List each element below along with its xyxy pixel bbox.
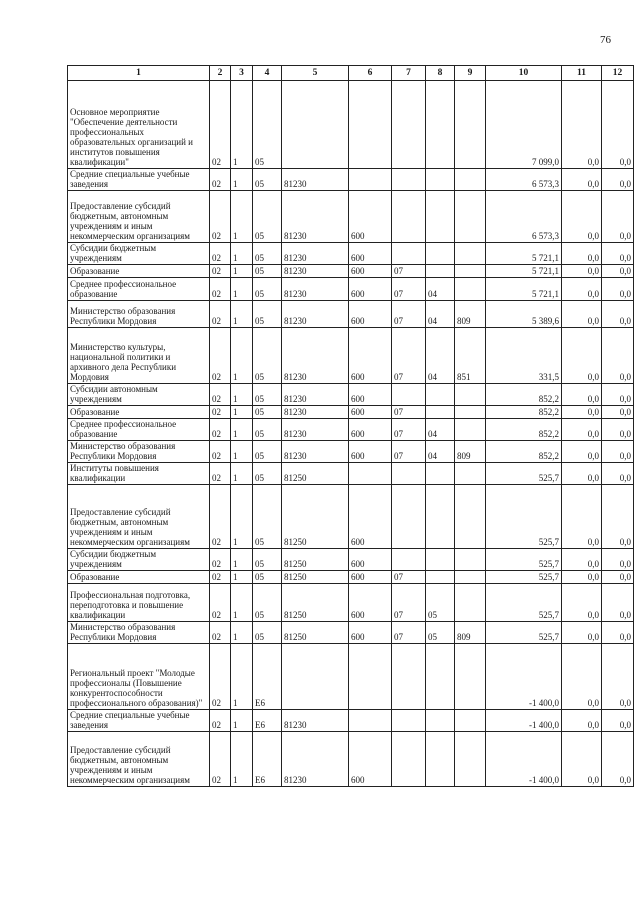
row-value-cell: 1 <box>231 549 253 571</box>
row-value-cell: 0,0 <box>602 644 634 710</box>
row-name-cell: Основное мероприятие "Обеспечение деятельности профессиональных образовательных организаций и институтов повышения квалификации" <box>68 81 210 169</box>
row-value-cell: 81230 <box>282 265 349 278</box>
row-value-cell: 81230 <box>282 710 349 732</box>
row-value-cell <box>392 243 426 265</box>
row-value-cell <box>426 644 455 710</box>
row-value-cell: 600 <box>349 301 392 328</box>
row-value-cell <box>455 384 486 406</box>
row-value-cell: 525,7 <box>486 549 562 571</box>
row-value-cell: 81230 <box>282 191 349 243</box>
table-row <box>68 419 634 441</box>
row-value-cell: 05 <box>253 549 282 571</box>
row-name-cell: Министерство образования Республики Мордовия <box>68 301 210 328</box>
row-name-cell: Средние специальные учебные заведения <box>68 710 210 732</box>
row-name-cell: Предоставление субсидий бюджетным, автономным учреждениям и иным некоммерческим организациям <box>68 732 210 787</box>
row-value-cell: 0,0 <box>602 485 634 549</box>
row-value-cell: -1 400,0 <box>486 732 562 787</box>
row-value-cell: 600 <box>349 571 392 584</box>
table-row <box>68 301 634 328</box>
row-value-cell: 600 <box>349 406 392 419</box>
row-value-cell: 05 <box>253 419 282 441</box>
row-value-cell: 0,0 <box>562 328 602 384</box>
row-value-cell <box>455 485 486 549</box>
row-value-cell: 5 721,1 <box>486 265 562 278</box>
row-value-cell: 81230 <box>282 278 349 301</box>
row-value-cell <box>392 384 426 406</box>
row-value-cell: 05 <box>253 384 282 406</box>
row-value-cell: 81230 <box>282 419 349 441</box>
row-value-cell: 809 <box>455 301 486 328</box>
row-value-cell: 0,0 <box>562 191 602 243</box>
row-value-cell: 05 <box>253 265 282 278</box>
row-value-cell: 07 <box>392 265 426 278</box>
row-value-cell: 6 573,3 <box>486 191 562 243</box>
row-value-cell: 81230 <box>282 328 349 384</box>
table-row <box>68 384 634 406</box>
row-value-cell: 02 <box>210 81 231 169</box>
row-value-cell: 600 <box>349 549 392 571</box>
row-value-cell <box>426 710 455 732</box>
row-value-cell <box>392 81 426 169</box>
row-value-cell <box>426 732 455 787</box>
row-value-cell: 0,0 <box>602 384 634 406</box>
row-value-cell <box>426 243 455 265</box>
row-value-cell: 600 <box>349 622 392 644</box>
row-name-cell: Образование <box>68 571 210 584</box>
row-value-cell: -1 400,0 <box>486 644 562 710</box>
row-value-cell: 02 <box>210 485 231 549</box>
row-name-cell: Предоставление субсидий бюджетным, автономным учреждениям и иным некоммерческим организациям <box>68 485 210 549</box>
row-value-cell: 0,0 <box>602 328 634 384</box>
row-value-cell: 0,0 <box>562 384 602 406</box>
row-value-cell: 1 <box>231 243 253 265</box>
row-value-cell: 02 <box>210 301 231 328</box>
row-value-cell: 05 <box>253 622 282 644</box>
row-value-cell: 02 <box>210 419 231 441</box>
row-value-cell <box>455 169 486 191</box>
row-value-cell: Е6 <box>253 644 282 710</box>
row-value-cell: 81230 <box>282 732 349 787</box>
row-value-cell: 0,0 <box>562 571 602 584</box>
header-cell: 4 <box>253 66 282 81</box>
row-value-cell <box>282 81 349 169</box>
row-name-cell: Институты повышения квалификации <box>68 463 210 485</box>
header-cell: 8 <box>426 66 455 81</box>
row-value-cell: 1 <box>231 571 253 584</box>
row-value-cell: 07 <box>392 571 426 584</box>
row-value-cell: 851 <box>455 328 486 384</box>
row-value-cell: 81230 <box>282 406 349 419</box>
row-value-cell <box>392 732 426 787</box>
row-value-cell: 05 <box>253 81 282 169</box>
row-value-cell: 0,0 <box>602 463 634 485</box>
row-value-cell: 1 <box>231 169 253 191</box>
row-value-cell: 07 <box>392 419 426 441</box>
row-value-cell: 0,0 <box>602 243 634 265</box>
row-value-cell: 0,0 <box>562 463 602 485</box>
row-value-cell: 0,0 <box>562 243 602 265</box>
row-name-cell: Предоставление субсидий бюджетным, автономным учреждениям и иным некоммерческим организациям <box>68 191 210 243</box>
row-value-cell: 600 <box>349 419 392 441</box>
row-value-cell: 1 <box>231 265 253 278</box>
row-value-cell: 600 <box>349 265 392 278</box>
row-value-cell: 0,0 <box>602 710 634 732</box>
row-value-cell <box>392 463 426 485</box>
row-value-cell: 05 <box>253 584 282 622</box>
row-value-cell <box>426 571 455 584</box>
row-value-cell: 0,0 <box>602 278 634 301</box>
row-value-cell: 1 <box>231 301 253 328</box>
table-row <box>68 441 634 463</box>
row-value-cell <box>426 549 455 571</box>
row-value-cell: 05 <box>426 622 455 644</box>
row-value-cell <box>426 406 455 419</box>
row-value-cell: 07 <box>392 301 426 328</box>
row-value-cell: 02 <box>210 571 231 584</box>
row-value-cell: 81250 <box>282 584 349 622</box>
table-row <box>68 622 634 644</box>
row-value-cell: 1 <box>231 328 253 384</box>
row-name-cell: Субсидии автономным учреждениям <box>68 384 210 406</box>
header-cell: 2 <box>210 66 231 81</box>
row-value-cell: 05 <box>253 485 282 549</box>
row-value-cell: 600 <box>349 485 392 549</box>
row-value-cell <box>349 710 392 732</box>
header-cell: 10 <box>486 66 562 81</box>
row-value-cell: 0,0 <box>562 419 602 441</box>
row-value-cell: 1 <box>231 485 253 549</box>
row-value-cell: 02 <box>210 384 231 406</box>
row-value-cell: 6 573,3 <box>486 169 562 191</box>
table-row <box>68 278 634 301</box>
row-value-cell: 0,0 <box>602 622 634 644</box>
row-value-cell <box>426 384 455 406</box>
row-value-cell: 05 <box>253 243 282 265</box>
table-row <box>68 644 634 710</box>
row-value-cell: 809 <box>455 441 486 463</box>
row-value-cell <box>455 406 486 419</box>
row-value-cell: 1 <box>231 384 253 406</box>
row-value-cell: 05 <box>253 301 282 328</box>
row-value-cell: 600 <box>349 584 392 622</box>
row-value-cell <box>426 265 455 278</box>
table-row <box>68 485 634 549</box>
row-value-cell: 0,0 <box>602 301 634 328</box>
row-value-cell: 600 <box>349 328 392 384</box>
table-row <box>68 710 634 732</box>
row-value-cell <box>455 278 486 301</box>
row-value-cell: 0,0 <box>562 710 602 732</box>
row-value-cell <box>392 485 426 549</box>
row-value-cell: 0,0 <box>562 265 602 278</box>
header-cell: 5 <box>282 66 349 81</box>
row-value-cell <box>455 644 486 710</box>
row-value-cell: 07 <box>392 441 426 463</box>
row-value-cell <box>392 644 426 710</box>
row-value-cell: 02 <box>210 441 231 463</box>
row-value-cell <box>392 549 426 571</box>
header-cell: 7 <box>392 66 426 81</box>
row-value-cell: 0,0 <box>602 571 634 584</box>
row-value-cell: 07 <box>392 622 426 644</box>
row-value-cell: 1 <box>231 278 253 301</box>
row-value-cell: 0,0 <box>562 406 602 419</box>
row-value-cell: 1 <box>231 406 253 419</box>
row-value-cell: 0,0 <box>562 278 602 301</box>
row-name-cell: Среднее профессиональное образование <box>68 419 210 441</box>
row-value-cell <box>455 81 486 169</box>
row-value-cell: 0,0 <box>602 584 634 622</box>
row-value-cell: 02 <box>210 710 231 732</box>
row-value-cell: 02 <box>210 644 231 710</box>
row-value-cell: 852,2 <box>486 419 562 441</box>
row-value-cell <box>349 169 392 191</box>
row-value-cell <box>455 463 486 485</box>
row-value-cell: 05 <box>253 571 282 584</box>
row-name-cell: Министерство культуры, национальной политики и архивного дела Республики Мордовия <box>68 328 210 384</box>
row-value-cell <box>392 169 426 191</box>
row-value-cell: 81250 <box>282 463 349 485</box>
row-value-cell: 1 <box>231 191 253 243</box>
row-value-cell <box>455 243 486 265</box>
row-value-cell: 81230 <box>282 169 349 191</box>
row-value-cell: 07 <box>392 278 426 301</box>
row-value-cell: 0,0 <box>562 549 602 571</box>
row-value-cell: 02 <box>210 328 231 384</box>
row-value-cell: 600 <box>349 441 392 463</box>
table-row <box>68 169 634 191</box>
row-value-cell: 02 <box>210 243 231 265</box>
row-value-cell: -1 400,0 <box>486 710 562 732</box>
row-value-cell: 1 <box>231 644 253 710</box>
row-value-cell: 1 <box>231 81 253 169</box>
row-value-cell: 852,2 <box>486 406 562 419</box>
row-value-cell: 5 721,1 <box>486 243 562 265</box>
row-value-cell: 0,0 <box>562 584 602 622</box>
row-value-cell: 0,0 <box>602 191 634 243</box>
row-value-cell: 0,0 <box>562 301 602 328</box>
row-value-cell: 0,0 <box>602 169 634 191</box>
row-value-cell: 0,0 <box>602 265 634 278</box>
row-value-cell: 809 <box>455 622 486 644</box>
row-value-cell: 1 <box>231 441 253 463</box>
row-value-cell: 331,5 <box>486 328 562 384</box>
row-value-cell: 0,0 <box>602 732 634 787</box>
row-value-cell: 07 <box>392 406 426 419</box>
table-row <box>68 191 634 243</box>
row-value-cell <box>455 710 486 732</box>
row-name-cell: Среднее профессиональное образование <box>68 278 210 301</box>
row-name-cell: Субсидии бюджетным учреждениям <box>68 243 210 265</box>
row-name-cell: Министерство образования Республики Мордовия <box>68 622 210 644</box>
header-cell: 11 <box>562 66 602 81</box>
row-value-cell: 02 <box>210 584 231 622</box>
row-value-cell <box>455 732 486 787</box>
row-value-cell: 600 <box>349 243 392 265</box>
row-value-cell: 05 <box>426 584 455 622</box>
row-value-cell <box>426 191 455 243</box>
row-value-cell: 07 <box>392 584 426 622</box>
row-value-cell: 05 <box>253 191 282 243</box>
row-value-cell <box>426 463 455 485</box>
row-value-cell: Е6 <box>253 732 282 787</box>
row-name-cell: Министерство образования Республики Мордовия <box>68 441 210 463</box>
table-body <box>68 81 634 787</box>
row-value-cell <box>455 265 486 278</box>
table-row <box>68 463 634 485</box>
row-value-cell: 81230 <box>282 441 349 463</box>
row-value-cell: 02 <box>210 406 231 419</box>
row-value-cell: 1 <box>231 732 253 787</box>
row-value-cell: 04 <box>426 441 455 463</box>
row-value-cell <box>349 644 392 710</box>
row-value-cell: Е6 <box>253 710 282 732</box>
row-name-cell: Образование <box>68 406 210 419</box>
row-value-cell <box>455 584 486 622</box>
row-name-cell: Образование <box>68 265 210 278</box>
row-value-cell <box>392 191 426 243</box>
row-value-cell: 0,0 <box>562 485 602 549</box>
row-value-cell: 81250 <box>282 549 349 571</box>
row-value-cell: 04 <box>426 278 455 301</box>
row-value-cell: 0,0 <box>562 169 602 191</box>
row-name-cell: Региональный проект "Молодые профессионалы (Повышение конкурентоспособности профессионального образования)" <box>68 644 210 710</box>
row-value-cell: 525,7 <box>486 584 562 622</box>
row-name-cell: Субсидии бюджетным учреждениям <box>68 549 210 571</box>
row-value-cell: 05 <box>253 328 282 384</box>
row-value-cell: 81230 <box>282 384 349 406</box>
row-value-cell: 0,0 <box>602 81 634 169</box>
header-cell: 9 <box>455 66 486 81</box>
row-value-cell <box>349 463 392 485</box>
row-value-cell: 600 <box>349 278 392 301</box>
row-value-cell: 1 <box>231 710 253 732</box>
row-value-cell: 0,0 <box>562 441 602 463</box>
row-value-cell: 04 <box>426 301 455 328</box>
row-value-cell: 525,7 <box>486 485 562 549</box>
row-value-cell: 02 <box>210 549 231 571</box>
row-value-cell: 852,2 <box>486 441 562 463</box>
row-value-cell: 02 <box>210 169 231 191</box>
row-value-cell: 02 <box>210 278 231 301</box>
page-number: 76 <box>600 34 611 46</box>
row-value-cell: 600 <box>349 732 392 787</box>
row-value-cell: 04 <box>426 419 455 441</box>
row-value-cell: 1 <box>231 419 253 441</box>
row-value-cell: 0,0 <box>602 419 634 441</box>
row-value-cell: 02 <box>210 463 231 485</box>
row-value-cell <box>455 549 486 571</box>
row-value-cell <box>282 644 349 710</box>
row-value-cell: 600 <box>349 191 392 243</box>
row-value-cell <box>426 81 455 169</box>
row-value-cell: 1 <box>231 622 253 644</box>
table-row <box>68 81 634 169</box>
table-row <box>68 406 634 419</box>
table-row <box>68 732 634 787</box>
row-value-cell: 0,0 <box>562 732 602 787</box>
table-row <box>68 265 634 278</box>
row-value-cell: 0,0 <box>562 81 602 169</box>
row-value-cell: 05 <box>253 441 282 463</box>
row-name-cell: Средние специальные учебные заведения <box>68 169 210 191</box>
header-row <box>68 66 634 81</box>
row-value-cell: 0,0 <box>562 644 602 710</box>
row-value-cell <box>455 571 486 584</box>
row-value-cell: 525,7 <box>486 571 562 584</box>
row-value-cell: 02 <box>210 191 231 243</box>
row-value-cell: 81230 <box>282 243 349 265</box>
row-value-cell <box>426 485 455 549</box>
row-value-cell: 05 <box>253 278 282 301</box>
row-value-cell <box>392 710 426 732</box>
row-value-cell: 525,7 <box>486 622 562 644</box>
row-value-cell <box>349 81 392 169</box>
row-value-cell: 5 721,1 <box>486 278 562 301</box>
header-cell: 3 <box>231 66 253 81</box>
row-value-cell: 05 <box>253 463 282 485</box>
row-value-cell: 05 <box>253 169 282 191</box>
row-value-cell: 0,0 <box>602 549 634 571</box>
row-value-cell: 600 <box>349 384 392 406</box>
row-value-cell <box>455 419 486 441</box>
row-value-cell: 1 <box>231 463 253 485</box>
row-value-cell: 81250 <box>282 571 349 584</box>
row-value-cell: 02 <box>210 622 231 644</box>
row-value-cell: 02 <box>210 732 231 787</box>
header-cell: 12 <box>602 66 634 81</box>
header-cell: 1 <box>68 66 210 81</box>
row-value-cell: 04 <box>426 328 455 384</box>
row-value-cell <box>426 169 455 191</box>
row-value-cell: 0,0 <box>602 406 634 419</box>
row-value-cell: 05 <box>253 406 282 419</box>
row-value-cell: 7 099,0 <box>486 81 562 169</box>
table-row <box>68 584 634 622</box>
header-cell: 6 <box>349 66 392 81</box>
table-row <box>68 328 634 384</box>
row-value-cell: 525,7 <box>486 463 562 485</box>
row-value-cell: 1 <box>231 584 253 622</box>
row-value-cell: 02 <box>210 265 231 278</box>
row-value-cell: 81250 <box>282 622 349 644</box>
row-value-cell: 0,0 <box>602 441 634 463</box>
row-value-cell: 07 <box>392 328 426 384</box>
table-row <box>68 549 634 571</box>
table-row <box>68 571 634 584</box>
budget-table <box>67 65 634 787</box>
row-value-cell <box>455 191 486 243</box>
row-value-cell: 81230 <box>282 301 349 328</box>
row-value-cell: 81250 <box>282 485 349 549</box>
row-value-cell: 0,0 <box>562 622 602 644</box>
row-name-cell: Профессиональная подготовка, переподготовка и повышение квалификации <box>68 584 210 622</box>
table-row <box>68 243 634 265</box>
row-value-cell: 852,2 <box>486 384 562 406</box>
row-value-cell: 5 389,6 <box>486 301 562 328</box>
